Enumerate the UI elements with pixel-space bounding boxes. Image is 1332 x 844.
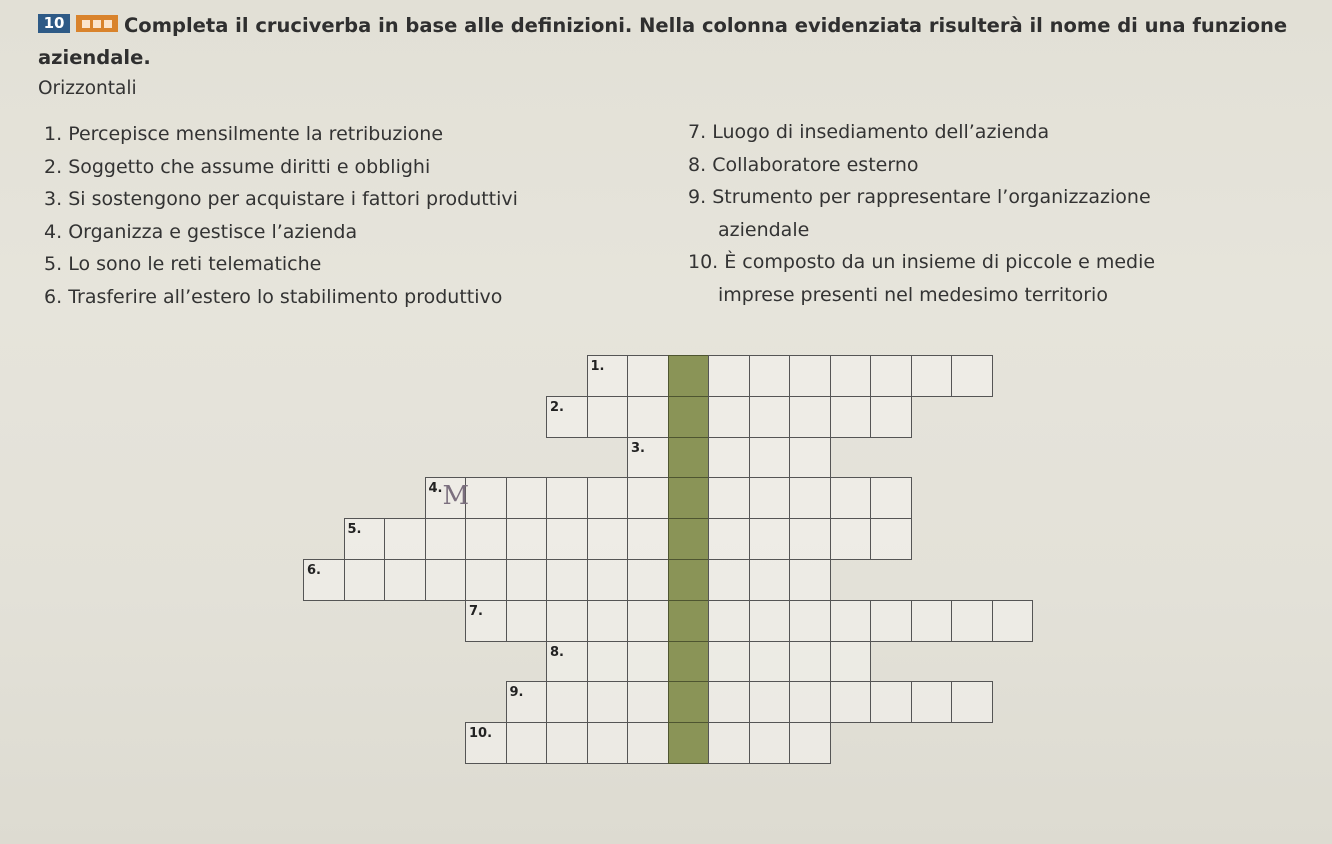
crossword-cell[interactable] <box>627 396 669 438</box>
crossword-cell[interactable] <box>749 681 791 723</box>
instruction-text: Completa il cruciverba in base alle definizioni. Nella colonna evidenziata risulterà il nome di una funzione aziendale. <box>38 14 1288 69</box>
crossword-cell[interactable] <box>708 477 750 519</box>
crossword-cell[interactable] <box>708 355 750 397</box>
crossword-cell[interactable] <box>425 518 467 560</box>
crossword-cell[interactable] <box>749 477 791 519</box>
crossword-cell[interactable] <box>506 600 548 642</box>
crossword-cell[interactable] <box>587 681 629 723</box>
crossword-cell[interactable] <box>465 518 507 560</box>
crossword-cell[interactable] <box>708 396 750 438</box>
crossword-cell[interactable] <box>587 559 629 601</box>
row-number-label: 9. <box>509 685 524 701</box>
crossword-cell[interactable] <box>870 518 912 560</box>
crossword-cell[interactable] <box>789 477 831 519</box>
clue-8: 8. Collaboratore esterno <box>688 153 919 176</box>
exercise-number: 10 <box>38 14 70 33</box>
crossword-cell[interactable] <box>830 600 872 642</box>
crossword-cell[interactable] <box>627 681 669 723</box>
crossword-cell[interactable] <box>830 355 872 397</box>
row-number-label: 2. <box>550 399 564 415</box>
crossword-cell[interactable] <box>546 477 588 519</box>
crossword-cell[interactable] <box>627 641 669 683</box>
row-number-label: 4. <box>428 481 443 497</box>
crossword-cell[interactable] <box>546 722 588 764</box>
crossword-cell[interactable] <box>506 477 548 519</box>
crossword-cell[interactable] <box>506 559 548 601</box>
crossword-cell[interactable] <box>911 681 953 723</box>
crossword-cell[interactable] <box>587 396 629 438</box>
crossword-cell[interactable] <box>425 559 467 601</box>
crossword-cell[interactable] <box>749 355 791 397</box>
crossword-cell[interactable] <box>627 355 669 397</box>
clue-3: 3. Si sostengono per acquistare i fattori produttivi <box>44 188 518 210</box>
highlighted-cell[interactable] <box>668 477 710 519</box>
crossword-cell[interactable] <box>627 722 669 764</box>
crossword-cell[interactable] <box>587 518 629 560</box>
crossword-cell[interactable] <box>830 477 872 519</box>
crossword-cell[interactable] <box>789 396 831 438</box>
crossword-cell[interactable] <box>789 355 831 397</box>
crossword-cell[interactable] <box>344 559 386 601</box>
crossword-cell[interactable] <box>789 641 831 683</box>
row-number-label: 6. <box>307 563 321 578</box>
crossword-cell[interactable] <box>749 437 791 479</box>
crossword-cell[interactable] <box>627 600 669 642</box>
crossword-cell[interactable] <box>546 559 588 601</box>
crossword-cell[interactable] <box>870 681 912 723</box>
crossword-cell[interactable] <box>749 518 791 560</box>
row-number-label: 1. <box>590 359 605 374</box>
clue-10: 10. È composto da un insieme di piccole e medie <box>688 251 1156 273</box>
clue-7: 7. Luogo di insediamento dell’azienda <box>688 121 1050 143</box>
crossword-cell[interactable] <box>546 600 588 642</box>
row-number-label: 7. <box>469 603 483 619</box>
crossword-cell[interactable] <box>830 681 872 723</box>
row-number-label: 10. <box>469 726 493 742</box>
crossword-cell[interactable] <box>708 722 750 764</box>
clue-4: 4. Organizza e gestisce l’azienda <box>44 220 358 243</box>
crossword-cell[interactable] <box>506 518 548 560</box>
crossword-cell[interactable] <box>870 600 912 642</box>
highlighted-cell[interactable] <box>668 641 710 683</box>
crossword-cell[interactable] <box>749 396 791 438</box>
highlighted-cell[interactable] <box>668 355 710 397</box>
crossword-cell[interactable] <box>708 437 750 479</box>
row-number-label: 5. <box>347 522 362 538</box>
crossword-cell[interactable] <box>587 722 629 764</box>
crossword-cell[interactable] <box>546 681 588 723</box>
crossword-cell[interactable] <box>951 681 993 723</box>
crossword-cell[interactable] <box>708 600 750 642</box>
crossword-cell[interactable] <box>587 477 629 519</box>
crossword-cell[interactable] <box>708 518 750 560</box>
crossword-cell[interactable] <box>749 600 791 642</box>
pencil-mark: M <box>442 481 470 512</box>
row-number-label: 8. <box>550 644 564 660</box>
crossword-cell[interactable] <box>830 641 872 683</box>
crossword-cell[interactable] <box>627 559 669 601</box>
crossword-cell[interactable] <box>627 518 669 560</box>
clue-1: 1. Percepisce mensilmente la retribuzione <box>44 123 444 145</box>
clue-9-continued: aziendale <box>718 218 810 241</box>
crossword-cell[interactable] <box>992 600 1034 642</box>
clue-10-continued: imprese presenti nel medesimo territorio <box>718 283 1108 306</box>
crossword-cell[interactable] <box>870 396 912 438</box>
clue-5: 5. Lo sono le reti telematiche <box>44 253 322 275</box>
row-number-label: 3. <box>631 440 645 456</box>
clue-2: 2. Soggetto che assume diritti e obblighi <box>44 155 431 178</box>
crossword-cell[interactable] <box>587 641 629 683</box>
crossword-cell[interactable] <box>506 722 548 764</box>
crossword-cell[interactable] <box>749 641 791 683</box>
crossword-cell[interactable] <box>789 437 831 479</box>
crossword-cell[interactable] <box>951 600 993 642</box>
clue-9: 9. Strumento per rappresentare l’organizzazione <box>688 186 1151 208</box>
highlighted-cell[interactable] <box>668 722 710 764</box>
crossword-cell[interactable] <box>708 559 750 601</box>
crossword-cell[interactable] <box>789 518 831 560</box>
crossword-cell[interactable] <box>911 600 953 642</box>
crossword-cell[interactable] <box>708 641 750 683</box>
clue-6: 6. Trasferire all’estero lo stabilimento produttivo <box>44 285 503 308</box>
crossword-cell[interactable] <box>546 518 588 560</box>
section-title: Orizzontali <box>38 78 137 99</box>
crossword-cell[interactable] <box>749 559 791 601</box>
crossword-cell[interactable] <box>870 477 912 519</box>
crossword-cell[interactable] <box>587 600 629 642</box>
crossword-cell[interactable] <box>789 681 831 723</box>
highlighted-cell[interactable] <box>668 518 710 560</box>
crossword-cell[interactable] <box>708 681 750 723</box>
highlighted-cell[interactable] <box>668 396 710 438</box>
crossword-cell[interactable] <box>465 477 507 519</box>
crossword-cell[interactable] <box>465 559 507 601</box>
crossword-cell[interactable] <box>384 559 426 601</box>
crossword-cell[interactable] <box>627 477 669 519</box>
crossword-cell[interactable] <box>830 396 872 438</box>
crossword-cell[interactable] <box>830 518 872 560</box>
highlighted-cell[interactable] <box>668 600 710 642</box>
crossword-cell[interactable] <box>789 722 831 764</box>
highlighted-cell[interactable] <box>668 437 710 479</box>
crossword-cell[interactable] <box>789 559 831 601</box>
crossword-cell[interactable] <box>749 722 791 764</box>
crossword-cell[interactable] <box>384 518 426 560</box>
crossword-cell[interactable] <box>870 355 912 397</box>
crossword-cell[interactable] <box>951 355 993 397</box>
crossword-cell[interactable] <box>789 600 831 642</box>
highlighted-cell[interactable] <box>668 681 710 723</box>
highlighted-cell[interactable] <box>668 559 710 601</box>
crossword-cell[interactable] <box>911 355 953 397</box>
